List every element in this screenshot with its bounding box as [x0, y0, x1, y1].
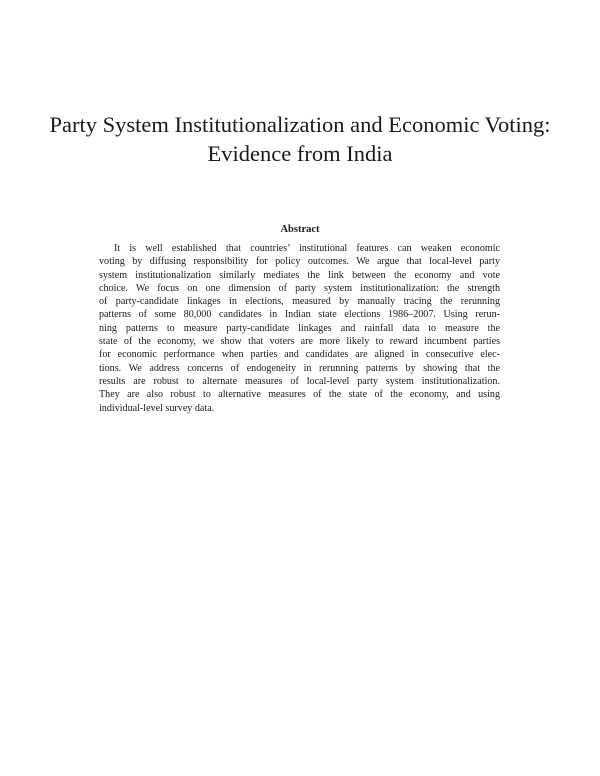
abstract-line: individual-level survey data.: [99, 402, 215, 414]
abstract-line: for economic performance when parties and candidates are aligned in consecutive elec-: [99, 349, 500, 361]
paper-title: [0, 110, 600, 168]
abstract-line: tions. We address concerns of endogeneity in rerunning patterns by showing that the: [99, 362, 500, 374]
abstract-line: system institutionalization similarly mediates the link between the economy and vote: [99, 269, 500, 281]
abstract-line: They are also robust to alternative measures of the state of the economy, and using: [99, 389, 500, 401]
abstract-line: patterns of some 80,000 candidates in Indian state elections 1986–2007. Using rerun-: [99, 309, 500, 321]
abstract-line: It is well established that countries’ institutional features can weaken economic: [114, 243, 500, 254]
abstract-line: choice. We focus on one dimension of party system institutionalization: the strength: [99, 282, 500, 294]
abstract-line: results are robust to alternate measures of local-level party system institutionalization.: [99, 375, 500, 387]
paper-title-line-1: Party System Institutionalization and Economic Voting:: [49, 112, 551, 137]
abstract-line: state of the economy, we show that voters are more likely to reward incumbent parties: [99, 336, 500, 348]
abstract-line: ning patterns to measure party-candidate linkages and rainfall data to measure the: [99, 322, 500, 334]
abstract-body: [99, 242, 500, 415]
paper-title-line-2: Evidence from India: [207, 141, 393, 166]
abstract-line: of party-candidate linkages in elections, measured by manually tracing the rerunning: [99, 296, 500, 308]
abstract-line: voting by diffusing responsibility for policy outcomes. We argue that local-level party: [99, 256, 500, 268]
abstract-heading: Abstract: [280, 224, 320, 235]
